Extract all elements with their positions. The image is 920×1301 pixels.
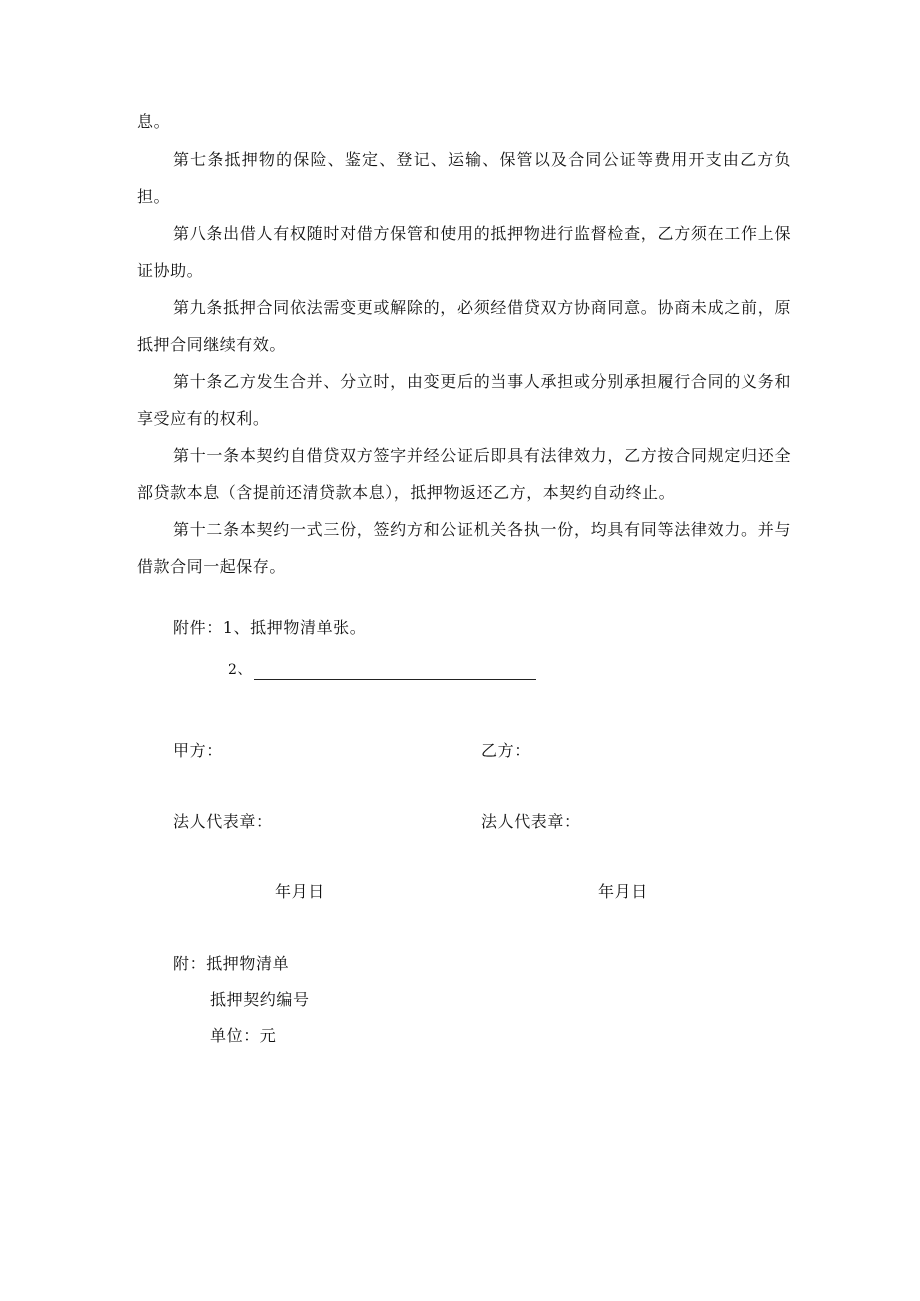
- attachment-blank-line: [254, 665, 536, 680]
- appendix-title: 附：抵押物清单: [173, 954, 290, 973]
- continuation-text: 息。: [137, 112, 171, 131]
- article-7: 第七条抵押物的保险、鉴定、登记、运输、保管以及合同公证等费用开支由乙方负担。: [137, 150, 791, 206]
- party-a-date: 年月日: [275, 882, 325, 901]
- party-b-label: 乙方：: [481, 741, 531, 760]
- appendix-contract-number: 抵押契约编号: [210, 990, 310, 1009]
- article-11: 第十一条本契约自借贷双方签字并经公证后即具有法律效力，乙方按合同规定归还全部贷款本息（含提前还清贷款本息），抵押物返还乙方，本契约自动终止。: [137, 446, 791, 502]
- attachment-item-2-label: 2、: [228, 662, 253, 678]
- attachment-item-1: 附件：1、抵押物清单张。: [173, 618, 367, 637]
- party-a-representative-seal: 法人代表章：: [173, 812, 273, 831]
- article-8: 第八条出借人有权随时对借方保管和使用的抵押物进行监督检查，乙方须在工作上保证协助。: [137, 224, 791, 280]
- article-10: 第十条乙方发生合并、分立时，由变更后的当事人承担或分别承担履行合同的义务和享受应有的权利。: [137, 372, 791, 428]
- party-b-representative-seal: 法人代表章：: [481, 812, 581, 831]
- party-a-label: 甲方：: [173, 741, 223, 760]
- article-12: 第十二条本契约一式三份，签约方和公证机关各执一份，均具有同等法律效力。并与借款合同一起保存。: [137, 520, 791, 576]
- attachment-item-2: [228, 660, 536, 680]
- appendix-unit: 单位：元: [210, 1026, 277, 1045]
- article-9: 第九条抵押合同依法需变更或解除的，必须经借贷双方协商同意。协商未成之前，原抵押合同继续有效。: [137, 298, 791, 354]
- party-b-date: 年月日: [598, 882, 648, 901]
